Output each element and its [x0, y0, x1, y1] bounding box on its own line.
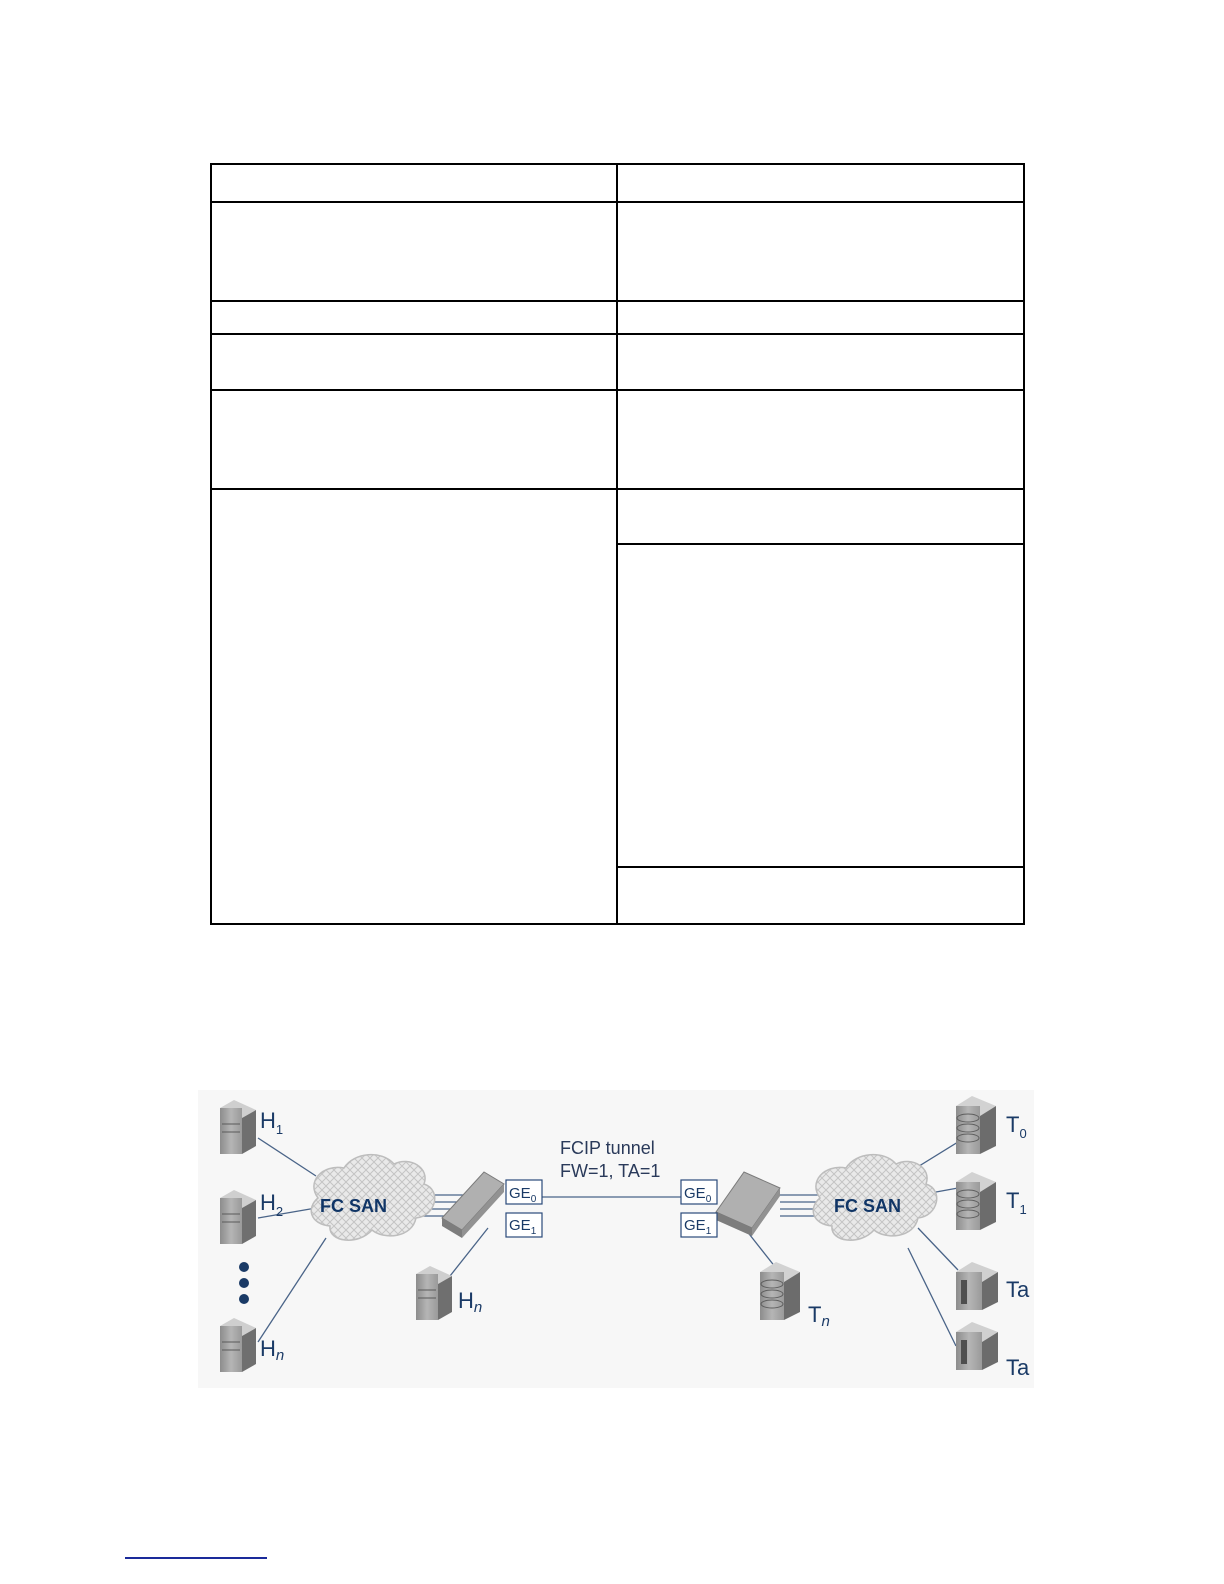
table-cell — [617, 390, 1024, 489]
footnote-separator — [125, 1557, 267, 1559]
table-cell — [211, 334, 617, 390]
cloud-label-right: FC SAN — [834, 1196, 901, 1216]
table-cell — [617, 489, 1024, 544]
table-cell — [211, 202, 617, 301]
target-label: Tn — [808, 1302, 830, 1330]
fcip-network-diagram — [198, 1090, 1034, 1388]
table-cell — [211, 390, 617, 489]
table-cell — [617, 301, 1024, 334]
table-cell-merged — [211, 489, 617, 924]
svg-text:GE0: $GE_0$ — [684, 1185, 712, 1205]
fcip-switch-left — [442, 1172, 504, 1238]
svg-text:FCIP tunnel: FCIP tunnel — [560, 1138, 655, 1158]
host-label: $H_1$ — [260, 1108, 284, 1137]
ge-port-right-1 — [681, 1213, 717, 1237]
disk-array-icon — [956, 1322, 998, 1370]
table-cell — [617, 164, 1024, 202]
server-icon — [220, 1318, 256, 1372]
svg-text:GE1: $GE_1$ — [509, 1217, 537, 1237]
host-label: Hn — [458, 1288, 483, 1316]
target-label: Ta — [1006, 1355, 1030, 1380]
fc-san-cloud-left — [311, 1155, 434, 1241]
target-label: Ta — [1006, 1277, 1030, 1302]
server-icon — [220, 1100, 256, 1154]
svg-text:GE0: $GE_0$ — [509, 1185, 537, 1205]
fcip-tunnel-label — [560, 1138, 660, 1181]
storage-icon — [956, 1096, 996, 1154]
target-label: $T_1$ — [1006, 1188, 1027, 1217]
table-cell — [617, 544, 1024, 867]
server-icon — [220, 1190, 256, 1244]
document-table — [210, 163, 1025, 925]
table-cell — [211, 301, 617, 334]
server-icon — [416, 1266, 452, 1320]
ge-port-left-0 — [506, 1180, 542, 1205]
table-cell — [211, 164, 617, 202]
fcip-switch-right — [716, 1172, 780, 1236]
table-cell — [617, 202, 1024, 301]
svg-text:GE1: $GE_1$ — [684, 1217, 712, 1237]
ge-port-right-0 — [681, 1180, 717, 1205]
storage-icon — [760, 1262, 800, 1320]
cloud-label-left: FC SAN — [320, 1196, 387, 1216]
table-cell — [617, 867, 1024, 924]
storage-icon — [956, 1172, 996, 1230]
disk-array-icon — [956, 1262, 998, 1310]
fc-san-cloud-right — [813, 1155, 936, 1241]
ellipsis-dots-icon — [239, 1262, 249, 1304]
host-label: $H_2$ — [260, 1190, 284, 1219]
host-label: Hn — [260, 1336, 285, 1364]
svg-text:FW=1, TA=1: FW=1, TA=1 — [560, 1161, 661, 1181]
ge-port-left-1 — [506, 1213, 542, 1237]
table-cell — [617, 334, 1024, 390]
target-label: $T_0$ — [1006, 1112, 1027, 1141]
